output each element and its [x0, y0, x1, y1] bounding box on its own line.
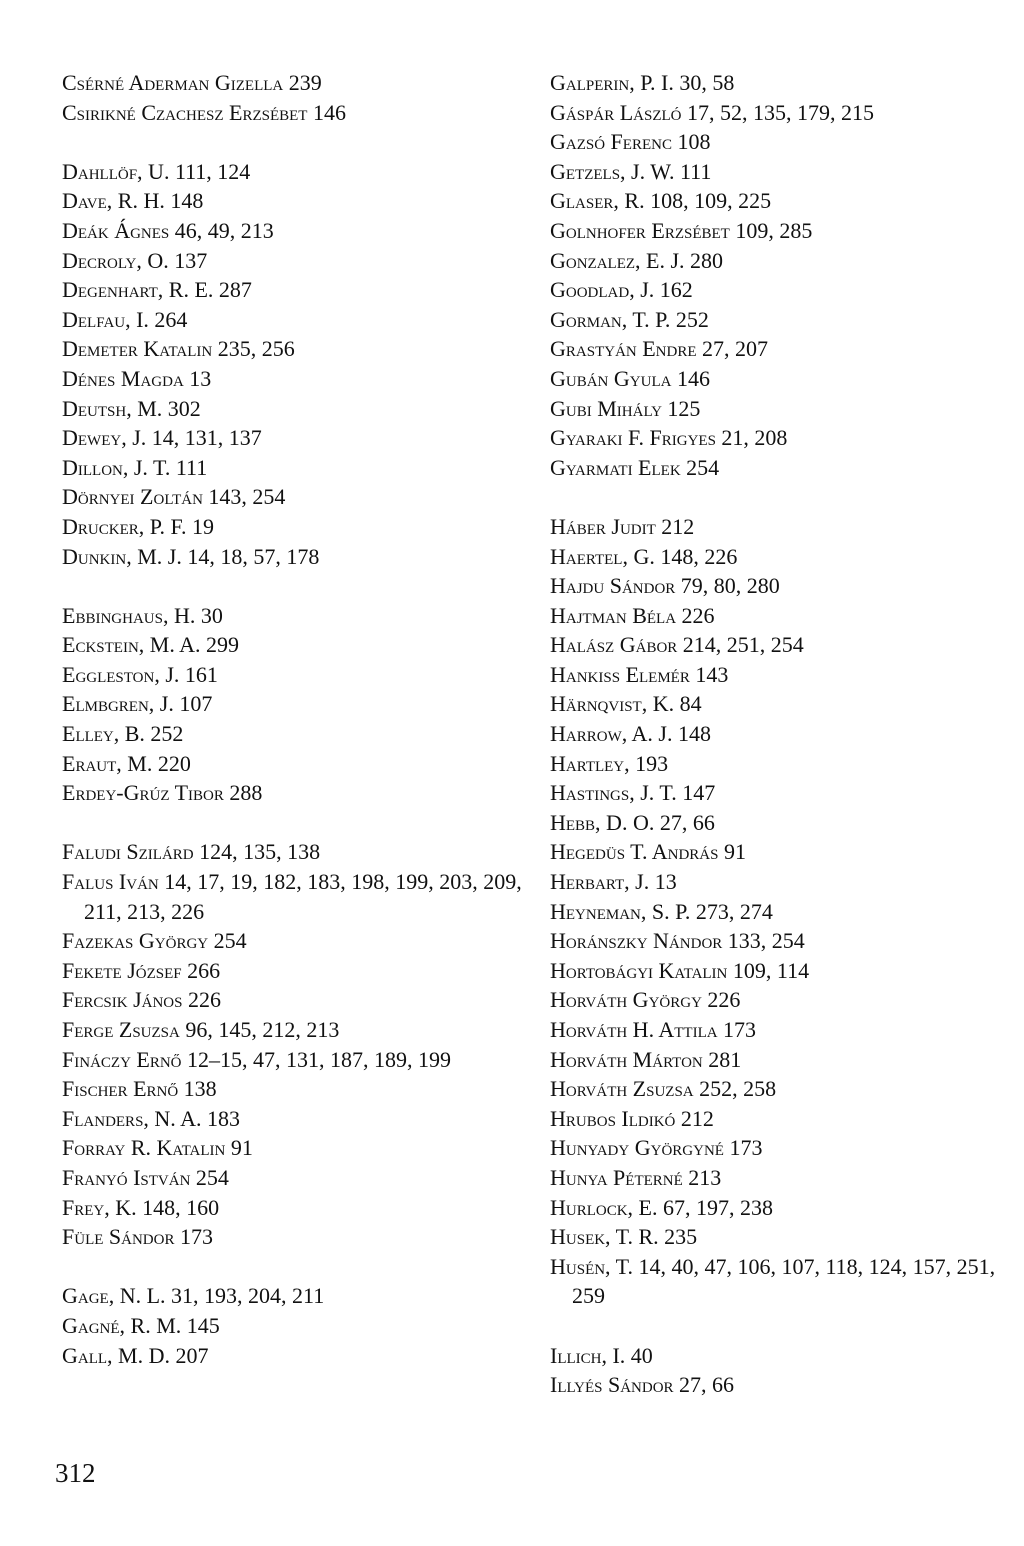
index-entry: Husén, T. 14, 40, 47, 106, 107, 118, 124, 157, 251, 259: [550, 1253, 996, 1309]
index-entry: Illich, I. 40: [550, 1342, 653, 1368]
index-entry: Illyés Sándor 27, 66: [550, 1372, 735, 1398]
index-entry: Hajdu Sándor 79, 80, 280: [550, 573, 780, 599]
index-entry: Gorman, T. P. 252: [550, 306, 709, 332]
index-entry: Glaser, R. 108, 109, 225: [550, 188, 772, 214]
page-number: 312: [55, 1458, 96, 1488]
index-entry: Faludi Szilárd 124, 135, 138: [62, 839, 321, 865]
index-entry: Deák Ágnes 46, 49, 213: [62, 217, 274, 243]
index-entry: Hartley, 193: [550, 750, 669, 776]
letter-group-gap: [62, 127, 522, 157]
index-entry: Csérné Aderman Gizella 239: [62, 70, 322, 95]
index-entry: Herbart, J. 13: [550, 869, 677, 895]
index-entry: Hrubos Ildikó 212: [550, 1105, 714, 1131]
index-entry: Dewey, J. 14, 131, 137: [62, 425, 262, 451]
index-entry: Falus Iván 14, 17, 19, 182, 183, 198, 199, 203, 209, 211, 213, 226: [62, 869, 522, 924]
index-entry: Gubi Mihály 125: [550, 395, 701, 421]
index-entry: Hunya Péterné 213: [550, 1164, 722, 1190]
index-entry: Degenhart, R. E. 287: [62, 277, 252, 303]
index-entry: Gazsó Ferenc 108: [550, 129, 711, 155]
index-entry: Csirikné Czachesz Erzsébet 146: [62, 99, 346, 125]
index-entry: Deutsh, M. 302: [62, 395, 201, 421]
index-entry: Decroly, O. 137: [62, 247, 208, 273]
index-entry: Ebbinghaus, H. 30: [62, 602, 223, 628]
index-entry: Dörnyei Zoltán 143, 254: [62, 484, 286, 510]
index-entry: Elmbgren, J. 107: [62, 691, 213, 717]
index-entry: Demeter Katalin 235, 256: [62, 336, 295, 362]
index-entry: Heyneman, S. P. 273, 274: [550, 898, 773, 924]
index-entry: Eggleston, J. 161: [62, 661, 218, 687]
letter-group-gap: [550, 482, 1010, 512]
index-entry: Gáspár László 17, 52, 135, 179, 215: [550, 99, 875, 125]
index-entry: Delfau, I. 264: [62, 306, 188, 332]
index-entry: Goodlad, J. 162: [550, 277, 693, 303]
index-entry: Harrow, A. J. 148: [550, 721, 711, 747]
index-entry: Fináczy Ernő 12–15, 47, 131, 187, 189, 199: [62, 1046, 452, 1072]
index-entry: Horváth H. Attila 173: [550, 1017, 757, 1042]
index-entry: Horánszky Nándor 133, 254: [550, 928, 805, 954]
index-entry: Gonzalez, E. J. 280: [550, 247, 724, 273]
index-entry: Hebb, D. O. 27, 66: [550, 809, 715, 835]
index-entry: Gubán Gyula 146: [550, 365, 710, 391]
index-entry: Golnhofer Erzsébet 109, 285: [550, 217, 813, 243]
index-entry: Halász Gábor 214, 251, 254: [550, 632, 804, 658]
index-entry: Franyó István 254: [62, 1164, 229, 1190]
index-entry: Flanders, N. A. 183: [62, 1105, 240, 1131]
index-entry: Füle Sándor 173: [62, 1224, 213, 1250]
index-entry: Forray R. Katalin 91: [62, 1135, 253, 1161]
index-entry: Hortobágyi Katalin 109, 114: [550, 957, 810, 983]
index-entry: Fercsik János 226: [62, 987, 221, 1013]
index-column-left: [62, 68, 522, 1370]
index-entry: Erdey-Grúz Tibor 288: [62, 780, 263, 806]
index-entry: Gagné, R. M. 145: [62, 1312, 220, 1338]
index-entry: Hurlock, E. 67, 197, 238: [550, 1194, 773, 1220]
index-entry: Hastings, J. T. 147: [550, 780, 716, 806]
index-entry: Frey, K. 148, 160: [62, 1194, 220, 1220]
index-entry: Eraut, M. 220: [62, 750, 191, 776]
index-entry: Hunyady Györgyné 173: [550, 1135, 763, 1161]
index-entry: Gage, N. L. 31, 193, 204, 211: [62, 1283, 325, 1309]
index-entry: Fekete József 266: [62, 957, 221, 983]
index-entry: Hegedüs T. András 91: [550, 839, 746, 865]
index-column-right: [550, 68, 1010, 1400]
index-entry: Dunkin, M. J. 14, 18, 57, 178: [62, 543, 320, 569]
index-entry: Ferge Zsuzsa 96, 145, 212, 213: [62, 1017, 340, 1042]
index-entry: Dillon, J. T. 111: [62, 454, 208, 480]
index-entry: Dave, R. H. 148: [62, 188, 204, 214]
letter-group-gap: [62, 808, 522, 838]
index-entry: Eckstein, M. A. 299: [62, 632, 240, 658]
index-entry: Gall, M. D. 207: [62, 1342, 209, 1368]
index-entry: Horváth Márton 281: [550, 1046, 742, 1072]
index-entry: Hajtman Béla 226: [550, 602, 715, 628]
index-entry: Fischer Ernő 138: [62, 1076, 217, 1102]
letter-group-gap: [62, 1252, 522, 1282]
index-entry: Horváth Zsuzsa 252, 258: [550, 1076, 777, 1102]
letter-group-gap: [62, 571, 522, 601]
index-entry: Galperin, P. I. 30, 58: [550, 70, 735, 95]
index-entry: Dénes Magda 13: [62, 365, 212, 391]
index-entry: Elley, B. 252: [62, 721, 184, 747]
index-entry: Horváth György 226: [550, 987, 741, 1013]
index-entry: Haertel, G. 148, 226: [550, 543, 738, 569]
index-entry: Härnqvist, K. 84: [550, 691, 702, 717]
index-entry: Husek, T. R. 235: [550, 1224, 698, 1250]
index-entry: Háber Judit 212: [550, 513, 695, 539]
index-entry: Dahllöf, U. 111, 124: [62, 158, 251, 184]
index-entry: Gyarmati Elek 254: [550, 454, 720, 480]
index-entry: Fazekas György 254: [62, 928, 247, 954]
index-entry: Drucker, P. F. 19: [62, 513, 215, 539]
letter-group-gap: [550, 1311, 1010, 1341]
index-entry: Grastyán Endre 27, 207: [550, 336, 768, 362]
index-entry: Hankiss Elemér 143: [550, 661, 729, 687]
index-entry: Getzels, J. W. 111: [550, 158, 712, 184]
index-entry: Gyaraki F. Frigyes 21, 208: [550, 425, 788, 451]
